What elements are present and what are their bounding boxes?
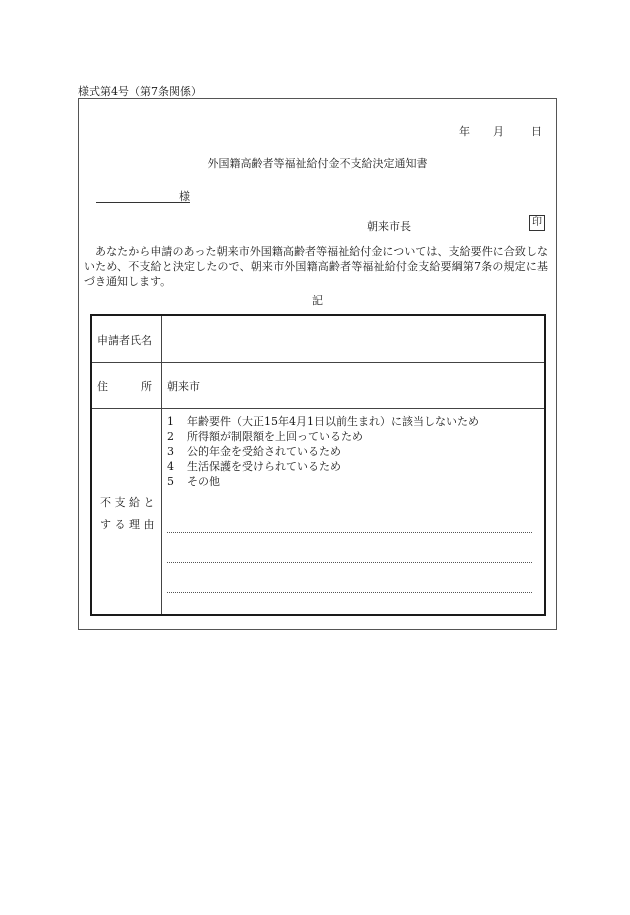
- reason-list: [161, 408, 544, 489]
- reason-row: [92, 408, 544, 614]
- address-row: [92, 362, 544, 409]
- form-number: 様式第4号（第7条関係）: [78, 85, 202, 98]
- reason-item: 5 その他: [167, 475, 220, 488]
- applicant-row: [92, 316, 544, 363]
- applicant-label: [92, 316, 162, 362]
- reason-label: [92, 408, 162, 614]
- date-day: 日: [531, 125, 542, 138]
- other-reason-line-1: [167, 532, 532, 533]
- reason-label-line-1: 不 支 給 と: [100, 496, 155, 509]
- reason-item: 2 所得額が制限額を上回っているため: [167, 430, 363, 443]
- ki-heading: 記: [312, 294, 323, 307]
- reason-item: 1 年齢要件（大正15年4月1日以前生まれ）に該当しないため: [167, 415, 479, 428]
- issuer-mayor: 朝来市長: [367, 220, 411, 233]
- date-month: 月: [493, 125, 504, 138]
- seal-mark: 印: [529, 215, 545, 231]
- reason-item: 3 公的年金を受給されているため: [167, 445, 341, 458]
- reason-label-line-2: す る 理 由: [100, 518, 155, 531]
- address-label: [92, 362, 162, 408]
- document-title: 外国籍高齢者等福祉給付金不支給決定通知書: [207, 157, 428, 170]
- notice-body: あなたから申請のあった朝来市外国籍高齢者等福祉給付金については、支給要件に合致しないため、不支給と決定したので、朝来市外国籍高齢者等福祉給付金支給要綱第7条の規定に基づき通知します。: [84, 245, 548, 288]
- details-table: [90, 314, 546, 616]
- reason-value: [161, 408, 544, 614]
- date-year: 年: [459, 125, 470, 138]
- address-value-text: 朝来市: [167, 380, 200, 393]
- other-reason-line-2: [167, 562, 532, 563]
- addressee-line: [96, 188, 190, 203]
- applicant-value: [161, 316, 544, 362]
- reason-item: 4 生活保護を受けられているため: [167, 460, 341, 473]
- addressee-suffix: 様: [179, 190, 190, 203]
- notice-sheet: [78, 98, 557, 630]
- applicant-label-text: 申請者氏名: [97, 334, 152, 347]
- other-reason-line-3: [167, 592, 532, 593]
- address-label-text: 住 所: [97, 380, 152, 393]
- address-value: [161, 362, 544, 408]
